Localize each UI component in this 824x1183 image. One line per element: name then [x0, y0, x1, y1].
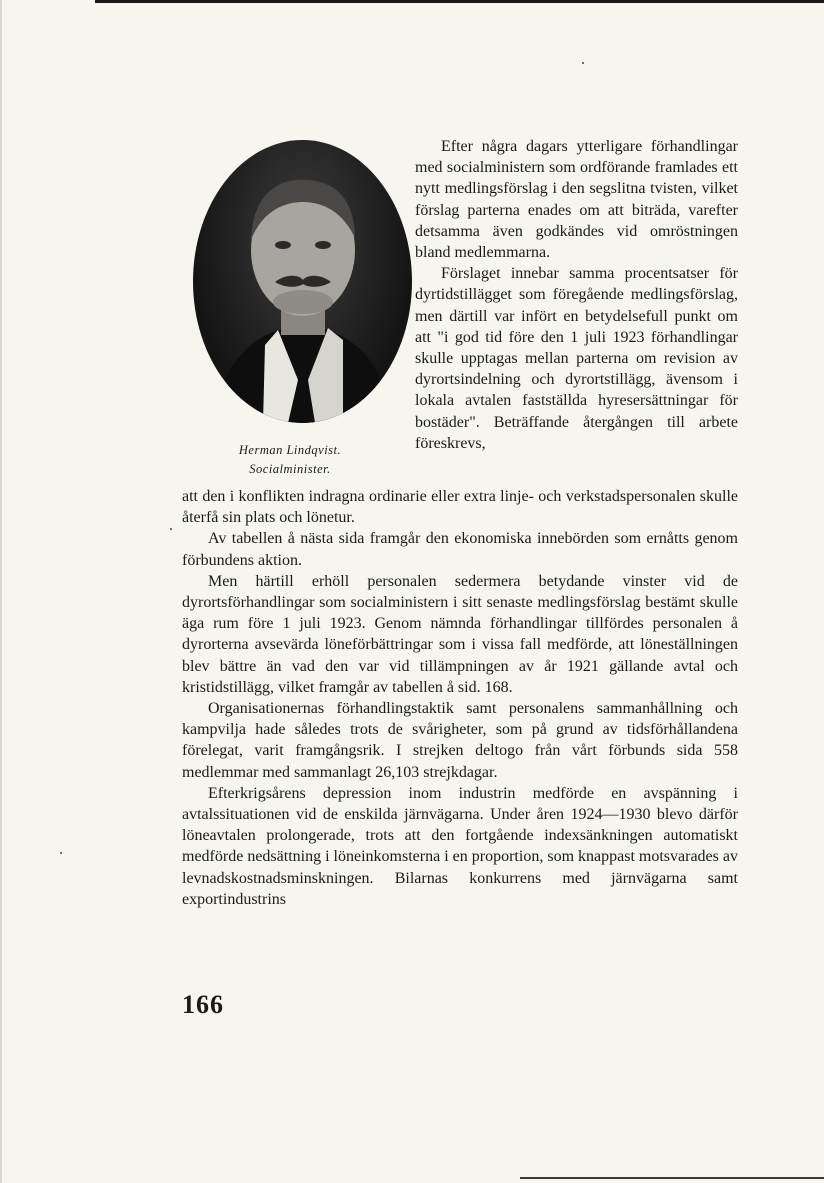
text-column-full [182, 486, 738, 910]
paragraph: Efterkrigsårens depression inom industrin medförde en avspänning i avtalssituationen vid de enskilda järnvägarna. Under åren 1924—1930 blevo därför löneavtalen prolongerade, trots att den fortgående indexsänkningen automatiskt medförde nedsättning i löneinkomsterna i en proportion, som knappast motsvarades av levnadskostnadsminskningen. Bilarnas konkurrens med järnvägarna samt exportindustrins [182, 784, 738, 908]
paragraph: Men härtill erhöll personalen sedermera betydande vinster vid de dyrortsförhandlingar som socialministern i sitt senaste medlingsförslag bestämt skulle äga rum före 1 juli 1923. Genom nämnda förhandlingar tillfördes personalen å dyrorterna avsevärda löneförbättringar som i vissa fall medförde, att löneställningen blev bättre än vad den var vid tillämpningen av år 1921 gällande avtal och kristidstillägg, vilket framgår av tabellen å sid. 168. [182, 572, 738, 696]
page-number: 166 [182, 990, 224, 1019]
scan-speck [582, 62, 584, 64]
portrait-caption [190, 441, 390, 479]
paragraph: Av tabellen å nästa sida framgår den ekonomiska innebörden som ernåtts genom förbundens aktion. [182, 530, 738, 569]
caption-name: Herman Lindqvist. [238, 443, 342, 457]
caption-title: Socialminister. [249, 462, 331, 476]
top-rule [95, 0, 824, 3]
page-edge [0, 0, 2, 1183]
paragraph-continuation: att den i konflikten indragna ordinarie eller extra linje- och verkstadspersonalen skulle återfå sin plats och lönetur. [182, 488, 738, 527]
paragraph: Förslaget innebar samma procentsatser för dyrtidstillägget som föregående medlingsförslag, men därtill var infört en betydelsefull punkt om att "i god tid före den 1 juli 1923 förhandlingar skulle upptagas mellan parterna om revision av dyrortsindelning och dyrortstillägg, ävensom i lokala avtalen fastställda hyresersättningar för bostäder". Beträffande återgången till arbete föreskrevs, [415, 265, 738, 452]
scan-speck [60, 852, 62, 854]
portrait-photo [193, 140, 412, 423]
text-column-right [415, 136, 738, 454]
paragraph: Efter några dagars ytterligare förhandlingar med socialministern som ordförande framlades ett nytt medlingsförslag i den segslitna tvisten, vilket förslag parterna enades om att biträda, varefter detsamma även godkändes vid omröstningen bland medlemmarna. [415, 138, 738, 262]
bottom-rule [520, 1177, 824, 1179]
paragraph: Organisationernas förhandlingstaktik samt personalens sammanhållning och kampvilja hade således trots de svårigheter, som på grund av tidsförhållandena förelegat, varit framgångsrik. I strejken deltogo från vårt förbunds sida 558 medlemmar med sammanlagt 26,103 strejkdagar. [182, 700, 738, 781]
scan-speck [170, 528, 172, 530]
